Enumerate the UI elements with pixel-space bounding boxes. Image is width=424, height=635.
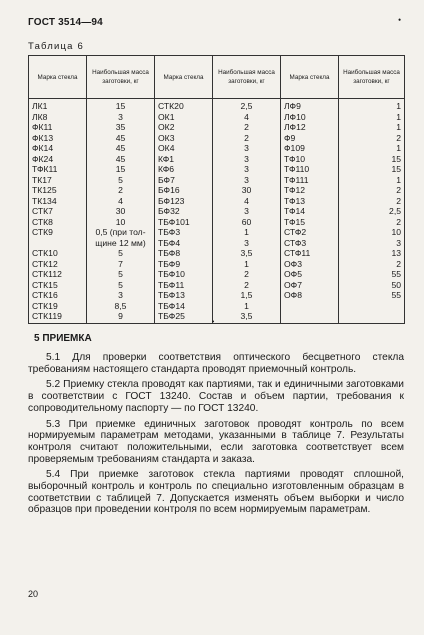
mass-cell: 5: [87, 269, 155, 280]
mass-cell: 50: [339, 280, 405, 291]
brand-cell: ТБФ101: [155, 217, 213, 228]
mass-cell: 5: [87, 280, 155, 291]
mass-cell: 1,5: [213, 290, 281, 301]
brand-cell: ТФК11: [29, 164, 87, 175]
brand-cell: ФК13: [29, 133, 87, 144]
mass-cell: 45: [87, 143, 155, 154]
brand-cell: БФ7: [155, 175, 213, 186]
brand-cell: ТФ110: [281, 164, 339, 175]
brand-cell: КФ1: [155, 154, 213, 165]
table-row: [29, 175, 405, 186]
brand-cell: ОФ8: [281, 290, 339, 301]
mass-cell: 45: [87, 133, 155, 144]
brand-cell: СТК19: [29, 301, 87, 312]
mass-cell: 3: [213, 154, 281, 165]
table-row: [29, 133, 405, 144]
brand-cell: СТК7: [29, 206, 87, 217]
brand-cell: ТК134: [29, 196, 87, 207]
brand-cell: ТБФ4: [155, 238, 213, 249]
glass-mass-table: [28, 55, 405, 324]
brand-cell: СТК10: [29, 248, 87, 259]
brand-cell: ФК11: [29, 122, 87, 133]
table-row: [29, 259, 405, 270]
brand-cell: ФК14: [29, 143, 87, 154]
section-title: 5 ПРИЕМКА: [34, 333, 92, 344]
body-text: [28, 352, 404, 520]
brand-cell: КФ6: [155, 164, 213, 175]
paragraph-5-2: 5.2 Приемку стекла проводят как партиями, так и единичными заготовками в соответствии с ГОСТ 13240. Состав и объем партии, требования к сопроводительному паспорту — по ГОСТ 13240.: [28, 379, 404, 414]
brand-cell: ОК4: [155, 143, 213, 154]
mass-cell: 4: [213, 196, 281, 207]
brand-cell: СТФ11: [281, 248, 339, 259]
brand-cell: БФ16: [155, 185, 213, 196]
table-row: [29, 301, 405, 312]
mass-cell: 30: [87, 206, 155, 217]
brand-cell: ТК17: [29, 175, 87, 186]
header-brand: Марка стекла: [281, 56, 339, 99]
mass-cell: 3: [87, 112, 155, 123]
mass-cell: 1: [339, 122, 405, 133]
mass-cell: 3: [213, 175, 281, 186]
mass-cell: 2: [339, 217, 405, 228]
mass-cell: 0,5 (при тол-: [87, 227, 155, 238]
brand-cell: ТК125: [29, 185, 87, 196]
brand-cell: ТФ111: [281, 175, 339, 186]
page-number: 20: [28, 589, 39, 599]
brand-cell: ЛФ9: [281, 99, 339, 112]
mass-cell: 2: [339, 259, 405, 270]
mass-cell: 5: [87, 175, 155, 186]
brand-cell: СТК8: [29, 217, 87, 228]
brand-cell: ТБФ25: [155, 311, 213, 323]
mass-cell: 1: [339, 99, 405, 112]
brand-cell: СТК20: [155, 99, 213, 112]
mass-cell: 3: [87, 290, 155, 301]
brand-cell: ТФ15: [281, 217, 339, 228]
table-row: [29, 196, 405, 207]
brand-cell: ТБФ8: [155, 248, 213, 259]
mass-cell: 2: [339, 196, 405, 207]
brand-cell: ОФ5: [281, 269, 339, 280]
brand-cell: СТФ2: [281, 227, 339, 238]
brand-cell: ОФ7: [281, 280, 339, 291]
brand-cell: СТК119: [29, 311, 87, 323]
brand-cell: Ф9: [281, 133, 339, 144]
center-dot: •: [212, 318, 215, 326]
table-row: [29, 122, 405, 133]
brand-cell: ТБФ9: [155, 259, 213, 270]
brand-cell: СТК16: [29, 290, 87, 301]
brand-cell: ЛК1: [29, 99, 87, 112]
brand-cell: СТФ3: [281, 238, 339, 249]
mass-cell: 2: [213, 269, 281, 280]
mass-cell: 1: [213, 301, 281, 312]
paragraph-5-1: 5.1 Для проверки соответствия оптического бесцветного стекла требованиям настоящего стандарта проводят приемочный контроль.: [28, 352, 404, 375]
brand-cell: СТК9: [29, 227, 87, 238]
mass-cell: 30: [213, 185, 281, 196]
brand-cell: ТБФ14: [155, 301, 213, 312]
mass-cell: 9: [87, 311, 155, 323]
table-row: [29, 164, 405, 175]
brand-cell: [29, 238, 87, 249]
table-row: [29, 227, 405, 238]
mass-cell: 3: [213, 206, 281, 217]
table-row: [29, 217, 405, 228]
table-header-row: [29, 56, 405, 99]
brand-cell: ФК24: [29, 154, 87, 165]
mass-cell: 10: [87, 217, 155, 228]
mass-cell: 2,5: [339, 206, 405, 217]
mass-cell: 1: [213, 259, 281, 270]
mass-cell: [339, 301, 405, 312]
table-row: [29, 311, 405, 323]
brand-cell: [281, 301, 339, 312]
brand-cell: ЛФ12: [281, 122, 339, 133]
mass-cell: 2,5: [213, 99, 281, 112]
table-row: [29, 154, 405, 165]
brand-cell: ТФ12: [281, 185, 339, 196]
mass-cell: 55: [339, 269, 405, 280]
brand-cell: ТБФ13: [155, 290, 213, 301]
mass-cell: 2: [213, 122, 281, 133]
table-row: [29, 206, 405, 217]
brand-cell: БФ123: [155, 196, 213, 207]
mass-cell: 2: [339, 133, 405, 144]
mass-cell: 10: [339, 227, 405, 238]
brand-cell: ЛК8: [29, 112, 87, 123]
header-brand: Марка стекла: [29, 56, 87, 99]
table-row: [29, 280, 405, 291]
brand-cell: ТФ14: [281, 206, 339, 217]
mass-cell: 1: [339, 143, 405, 154]
paragraph-5-3: 5.3 При приемке единичных заготовок проводят контроль по всем нормируемым параметрам методами, указанными в таблице 7. Результаты контроля считают положительными, если заготовка соответствует всем проверяемым требованиям стандарта и заказа.: [28, 418, 404, 465]
mass-cell: 3: [213, 164, 281, 175]
mass-cell: 1: [339, 175, 405, 186]
mass-cell: 45: [87, 154, 155, 165]
mass-cell: 15: [87, 164, 155, 175]
mass-cell: 15: [339, 164, 405, 175]
table-row: [29, 290, 405, 301]
mass-cell: 8,5: [87, 301, 155, 312]
brand-cell: [281, 311, 339, 323]
brand-cell: ОФ3: [281, 259, 339, 270]
brand-cell: ТБФ10: [155, 269, 213, 280]
mass-cell: 3: [213, 143, 281, 154]
table-row: [29, 143, 405, 154]
brand-cell: СТК15: [29, 280, 87, 291]
mass-cell: 2: [87, 185, 155, 196]
mass-cell: 4: [213, 112, 281, 123]
mass-cell: [339, 311, 405, 323]
table-caption: Таблица 6: [28, 41, 84, 52]
mass-cell: 4: [87, 196, 155, 207]
brand-cell: ТФ10: [281, 154, 339, 165]
table-row: [29, 269, 405, 280]
mass-cell: 60: [213, 217, 281, 228]
brand-cell: ОК1: [155, 112, 213, 123]
brand-cell: ТБФ3: [155, 227, 213, 238]
header-brand: Марка стекла: [155, 56, 213, 99]
mass-cell: 5: [87, 248, 155, 259]
brand-cell: СТК12: [29, 259, 87, 270]
mass-cell: 15: [87, 99, 155, 112]
brand-cell: СТК112: [29, 269, 87, 280]
document-code: ГОСТ 3514—94: [28, 17, 103, 28]
mass-cell: 13: [339, 248, 405, 259]
mass-cell: 2: [339, 185, 405, 196]
table-row: [29, 248, 405, 259]
brand-cell: ОК3: [155, 133, 213, 144]
mass-cell: 15: [339, 154, 405, 165]
mass-cell: 3: [213, 238, 281, 249]
mass-cell: 2: [213, 280, 281, 291]
mass-cell: 2: [213, 133, 281, 144]
table-row: [29, 99, 405, 112]
mass-cell: 55: [339, 290, 405, 301]
brand-cell: ТФ13: [281, 196, 339, 207]
header-mass: Наибольшая масса заготовки, кг: [339, 56, 405, 99]
header-mass: Наибольшая масса заготовки, кг: [213, 56, 281, 99]
brand-cell: Ф109: [281, 143, 339, 154]
mass-cell: 1: [339, 112, 405, 123]
brand-cell: ОК2: [155, 122, 213, 133]
brand-cell: ТБФ11: [155, 280, 213, 291]
brand-cell: БФ32: [155, 206, 213, 217]
mass-cell: 7: [87, 259, 155, 270]
mass-cell: 3,5: [213, 248, 281, 259]
mass-cell: 35: [87, 122, 155, 133]
mass-cell: 1: [213, 227, 281, 238]
brand-cell: ЛФ10: [281, 112, 339, 123]
table-row: [29, 185, 405, 196]
header-dot: •: [398, 15, 402, 25]
table-row: [29, 238, 405, 249]
mass-cell: 3,5: [213, 311, 281, 323]
mass-cell: 3: [339, 238, 405, 249]
table-row: [29, 112, 405, 123]
header-mass: Наибольшая масса заготовки, кг: [87, 56, 155, 99]
mass-cell: щине 12 мм): [87, 238, 155, 249]
paragraph-5-4: 5.4 При приемке заготовок стекла партиями проводят сплошной, выборочный контроль и контроль по специально изготовленным образцам в соответствии с таблицей 7. Допускается изменять объем выборки и число образцов при проведении контроля по всем нормируемым параметрам.: [28, 469, 404, 516]
